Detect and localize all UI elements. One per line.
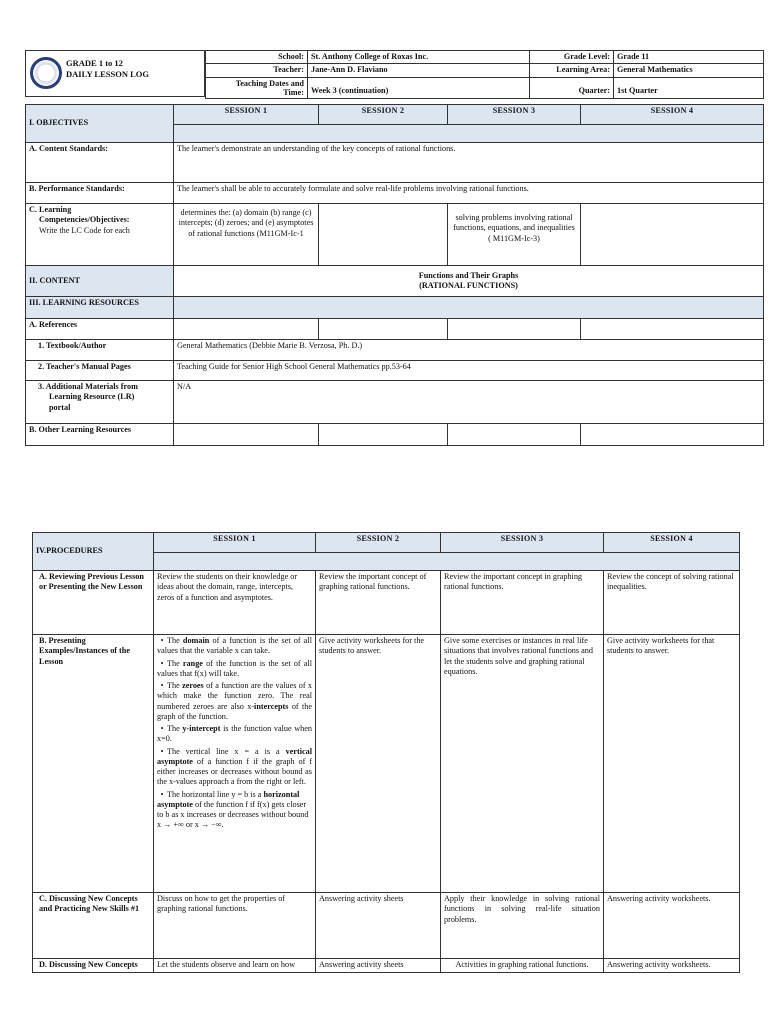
content-standards-label: A. Content Standards:	[26, 143, 174, 183]
quarter-label: Quarter:	[530, 77, 614, 98]
objectives-table	[25, 104, 764, 446]
learning-area-label: Learning Area:	[530, 64, 614, 77]
competency-session-1: determines the: (a) domain (b) range (c) intercepts; (d) zeroes; and (e) asymptotes of rational functions (M11GM-Ic-1	[174, 204, 319, 266]
competency-session-3: solving problems involving rational functions, equations, and inequalities ( M11GM-Ic-3)	[448, 204, 581, 266]
def-vertical-asymptote: • The vertical line x = a is a vertical asymptote of a function f if the graph of f either increases or decreases without bound as the x-values approach a from the right or left.	[157, 747, 312, 788]
quarter-value: 1st Quarter	[614, 77, 764, 98]
proc-session-2-heading: SESSION 2	[316, 533, 441, 553]
content-topic: Functions and Their Graphs (RATIONAL FUNCTIONS)	[174, 266, 764, 297]
other-resources-label: B. Other Learning Resources	[26, 424, 174, 446]
content-heading: II. CONTENT	[26, 266, 174, 297]
review-session-4: Review the concept of solving rational inequalities.	[604, 571, 740, 635]
teacher-label: Teacher:	[206, 64, 308, 77]
manual-label: 2. Teacher's Manual Pages	[26, 361, 174, 381]
additional-materials-label: 3. Additional Materials from Learning Resource (LR) portal	[26, 381, 174, 424]
grade-level-value: Grade 11	[614, 51, 764, 64]
document-title: DAILY LESSON LOG	[66, 69, 149, 79]
discussing-1-label: C. Discussing New Concepts and Practicing New Skills #1	[33, 893, 154, 959]
performance-standards-label: B. Performance Standards:	[26, 183, 174, 204]
discussing-2-label: D. Discussing New Concepts	[33, 959, 154, 973]
grade-level-label: Grade Level:	[530, 51, 614, 64]
session-4-heading: SESSION 4	[581, 105, 764, 125]
presenting-session-3: Give some exercises or instances in real life situations that involves rational functions and let the students solve and graphing rational equations.	[441, 635, 604, 893]
proc-session-1-heading: SESSION 1	[154, 533, 316, 553]
discussing-2-session-1: Let the students observe and learn on how	[154, 959, 316, 973]
additional-materials-value: N/A	[174, 381, 764, 424]
content-standards-value: The learner's demonstrate an understanding of the key concepts of rational functions.	[174, 143, 764, 183]
review-session-3: Review the important concept in graphing rational functions.	[441, 571, 604, 635]
learning-area-value: General Mathematics	[614, 64, 764, 77]
def-domain: • The domain of a function is the set of all values that the variable x can take.	[157, 636, 312, 657]
header-left	[25, 50, 205, 97]
def-y-intercept: • The y-intercept is the function value when x=0.	[157, 724, 312, 745]
references-label: A. References	[26, 319, 174, 340]
review-label: A. Reviewing Previous Lesson or Presenting the New Lesson	[33, 571, 154, 635]
procedures-table	[32, 532, 740, 973]
grade-line: GRADE 1 to 12	[66, 58, 123, 68]
discussing-1-session-2: Answering activity sheets	[316, 893, 441, 959]
discussing-2-session-4: Answering activity worksheets.	[604, 959, 740, 973]
discussing-2-session-3: Activities in graphing rational functions.	[441, 959, 604, 973]
procedures-heading: IV.PROCEDURES	[33, 533, 154, 571]
session-2-heading: SESSION 2	[319, 105, 448, 125]
proc-session-3-heading: SESSION 3	[441, 533, 604, 553]
performance-standards-value: The learner's shall be able to accurately formulate and solve real-life problems involving rational functions.	[174, 183, 764, 204]
proc-session-4-heading: SESSION 4	[604, 533, 740, 553]
discussing-1-session-1: Discuss on how to get the properties of graphing rational functions.	[154, 893, 316, 959]
textbook-value: General Mathematics (Debbie Marie B. Verzosa, Ph. D.)	[174, 340, 764, 361]
deped-seal-icon	[30, 57, 62, 89]
review-session-2: Review the important concept of graphing rational functions.	[316, 571, 441, 635]
school-label: School:	[206, 51, 308, 64]
review-session-1: Review the students on their knowledge or ideas about the domain, range, intercepts, zeros of a function and asymptotes.	[154, 571, 316, 635]
competencies-label: C. Learning Competencies/Objectives: Write the LC Code for each	[26, 204, 174, 266]
dates-label: Teaching Dates and Time:	[206, 77, 308, 98]
dates-value: Week 3 (continuation)	[308, 77, 530, 98]
discussing-1-session-3: Apply their knowledge in solving rational functions in solving real-life situation problems.	[441, 893, 604, 959]
objectives-heading: I. OBJECTIVES	[26, 105, 174, 143]
presenting-session-1	[154, 635, 316, 893]
presenting-label: B. Presenting Examples/Instances of the Lesson	[33, 635, 154, 893]
session-1-heading: SESSION 1	[174, 105, 319, 125]
session-3-heading: SESSION 3	[448, 105, 581, 125]
school-value: St. Anthony College of Roxas Inc.	[308, 51, 530, 64]
def-horizontal-asymptote: • The horizontal line y = b is a horizontal asymptote of the function f if f(x) gets closer to b as x increases or decreases without bound x → +∞ or x → −∞.	[157, 790, 312, 831]
resources-heading: III. LEARNING RESOURCES	[26, 297, 174, 319]
presenting-session-4: Give activity worksheets for that students to answer.	[604, 635, 740, 893]
discussing-1-session-4: Answering activity worksheets.	[604, 893, 740, 959]
discussing-2-session-2: Answering activity sheets	[316, 959, 441, 973]
textbook-label: 1. Textbook/Author	[26, 340, 174, 361]
def-zeroes: • The zeroes of a function are the values of x which make the function zero. The real numbered zeroes are also x-intercepts of the graph of the function.	[157, 681, 312, 722]
def-range: • The range of the function is the set of all values that f(x) will take.	[157, 659, 312, 680]
manual-value: Teaching Guide for Senior High School General Mathematics pp.53-64	[174, 361, 764, 381]
header-table	[205, 50, 764, 99]
definitions-list	[157, 636, 312, 831]
teacher-value: Jane-Ann D. Flaviano	[308, 64, 530, 77]
presenting-session-2: Give activity worksheets for the students to answer.	[316, 635, 441, 893]
